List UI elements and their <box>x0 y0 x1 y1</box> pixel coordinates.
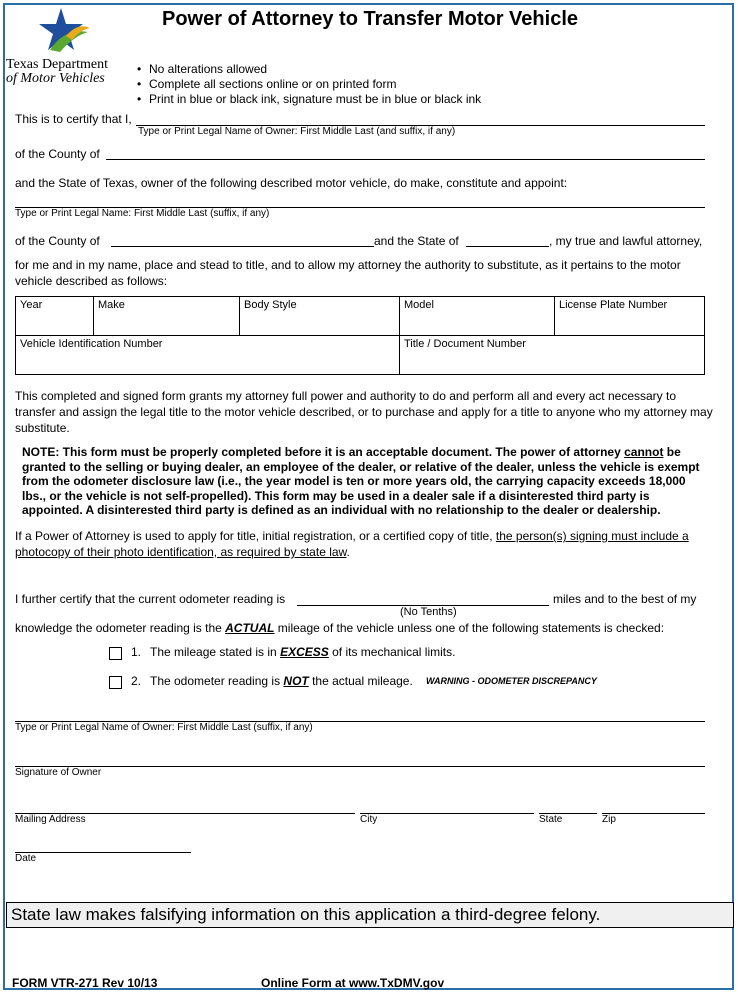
not-word: NOT <box>283 674 309 688</box>
make-cell[interactable] <box>94 297 240 336</box>
not-actual-checkbox[interactable] <box>109 676 122 689</box>
vehicle-table <box>15 296 705 375</box>
odometer-label: I further certify that the current odometer reading is <box>15 592 286 606</box>
note-cannot: cannot <box>624 445 664 459</box>
option-1-text <box>150 645 455 659</box>
mailing-address-caption: Mailing Address <box>15 814 86 825</box>
option-2-text <box>150 674 413 688</box>
attorney-name-caption: Type or Print Legal Name: First Middle Last (suffix, if any) <box>15 208 270 219</box>
logo-line-1: Texas Department <box>6 57 109 72</box>
model-cell[interactable] <box>400 297 555 336</box>
felony-warning: State law makes falsifying information on this application a third-degree felony. <box>6 902 734 928</box>
body-style-cell[interactable] <box>240 297 400 336</box>
model-label: Model <box>404 299 434 311</box>
zip-field[interactable] <box>602 813 705 814</box>
note-part-2: be granted to the selling or buying dealer, an employee of the dealer, or relative of the dealer, unless the vehicle is exempt from the odometer disclosure law (i.e., the year model is ten or more years old, the carrying capacity exceeds 18,000 lbs., or the vehicle is not self-propelled). This form may be used in a dealer sale if a disinterested third party is appointed. A disinterested third party is defined as an individual with no relationship to the dealer or dealership. <box>22 445 700 517</box>
actual-part-2: mileage of the vehicle unless one of the following statements is checked: <box>274 621 665 635</box>
year-label: Year <box>20 299 43 311</box>
actual-word: ACTUAL <box>225 621 275 635</box>
instruction-item: • Print in blue or black ink, signature must be in blue or black ink <box>137 92 481 107</box>
vin-label: Vehicle Identification Number <box>20 338 163 350</box>
city-caption: City <box>360 814 378 825</box>
agency-logo-text <box>6 58 108 86</box>
option-2-part-2: the actual mileage. <box>308 674 413 688</box>
option-2-part-1: The odometer reading is <box>150 674 284 688</box>
note-part-1: NOTE: This form must be properly completed before it is an acceptable document. The power of attorney <box>22 445 625 459</box>
logo-line-2: of Motor Vehicles <box>6 71 105 86</box>
actual-part-1: knowledge the odometer reading is the <box>15 621 226 635</box>
instructions-list <box>137 62 481 107</box>
owner-county-label: of the County of <box>15 147 100 161</box>
vin-cell[interactable] <box>16 336 400 375</box>
city-field[interactable] <box>360 813 534 814</box>
note-text <box>22 445 712 518</box>
photo-id-text <box>15 528 715 560</box>
option-2-number: 2. <box>131 674 142 688</box>
form-number: FORM VTR-271 Rev 10/13 <box>12 976 158 990</box>
photo-id-part-1: If a Power of Attorney is used to apply for title, initial registration, or a certified copy of title, <box>15 529 496 543</box>
date-caption: Date <box>15 853 37 864</box>
printed-name-caption: Type or Print Legal Name of Owner: First Middle Last (suffix, if any) <box>15 722 313 733</box>
certify-label: This is to certify that I, <box>15 112 132 126</box>
title-doc-cell[interactable] <box>400 336 705 375</box>
option-1-number: 1. <box>131 645 142 659</box>
no-tenths-caption: (No Tenths) <box>400 606 457 618</box>
make-label: Make <box>98 299 125 311</box>
owner-signature-field[interactable] <box>15 766 705 767</box>
body-style-label: Body Style <box>244 299 297 311</box>
excess-checkbox[interactable] <box>109 647 122 660</box>
odometer-actual-text <box>15 621 664 635</box>
plate-cell[interactable] <box>555 297 705 336</box>
zip-caption: Zip <box>602 814 616 825</box>
option-1-part-1: The mileage stated is in <box>150 645 281 659</box>
attorney-state-label: and the State of <box>374 234 459 248</box>
attorney-county-field[interactable] <box>111 246 374 247</box>
form-title: Power of Attorney to Transfer Motor Vehicle <box>162 8 578 30</box>
attorney-county-label: of the County of <box>15 234 100 248</box>
year-cell[interactable] <box>16 297 94 336</box>
owner-county-field[interactable] <box>106 159 705 160</box>
state-caption: State <box>539 814 563 825</box>
instruction-item: • Complete all sections online or on printed form <box>137 77 481 92</box>
option-1-part-2: of its mechanical limits. <box>328 645 456 659</box>
odometer-miles-text: miles and to the best of my <box>553 592 697 606</box>
photo-id-part-2: . <box>346 545 350 559</box>
photo-id-underlined: the person(s) signing must include a photocopy of their photo identification, as required by state law <box>15 529 689 559</box>
appoint-text: and the State of Texas, owner of the following described motor vehicle, do make, constitute and appoint: <box>15 176 568 190</box>
attorney-lawful-text: , my true and lawful attorney, <box>549 234 703 248</box>
owner-signature-caption: Signature of Owner <box>15 767 102 778</box>
attorney-state-field[interactable] <box>466 246 549 247</box>
excess-word: EXCESS <box>280 645 329 659</box>
online-form-link[interactable]: Online Form at www.TxDMV.gov <box>261 976 445 990</box>
plate-label: License Plate Number <box>559 299 668 311</box>
owner-name-caption: Type or Print Legal Name of Owner: First Middle Last (and suffix, if any) <box>138 126 456 137</box>
attorney-authority-text: for me and in my name, place and stead to title, and to allow my attorney the authority to substitute, as it pertains to the motor vehicle described as follows: <box>15 258 681 288</box>
date-field[interactable] <box>15 852 191 853</box>
odometer-warning: WARNING - ODOMETER DISCREPANCY <box>426 676 597 686</box>
instruction-item: • No alterations allowed <box>137 62 481 77</box>
grant-text: This completed and signed form grants my attorney full power and authority to do and perform all and every act necessary to transfer and assign the legal title to the motor vehicle described, or to purchase and apply for a title to anyone who my attorney may substitute. <box>15 389 713 435</box>
title-doc-label: Title / Document Number <box>404 338 526 350</box>
